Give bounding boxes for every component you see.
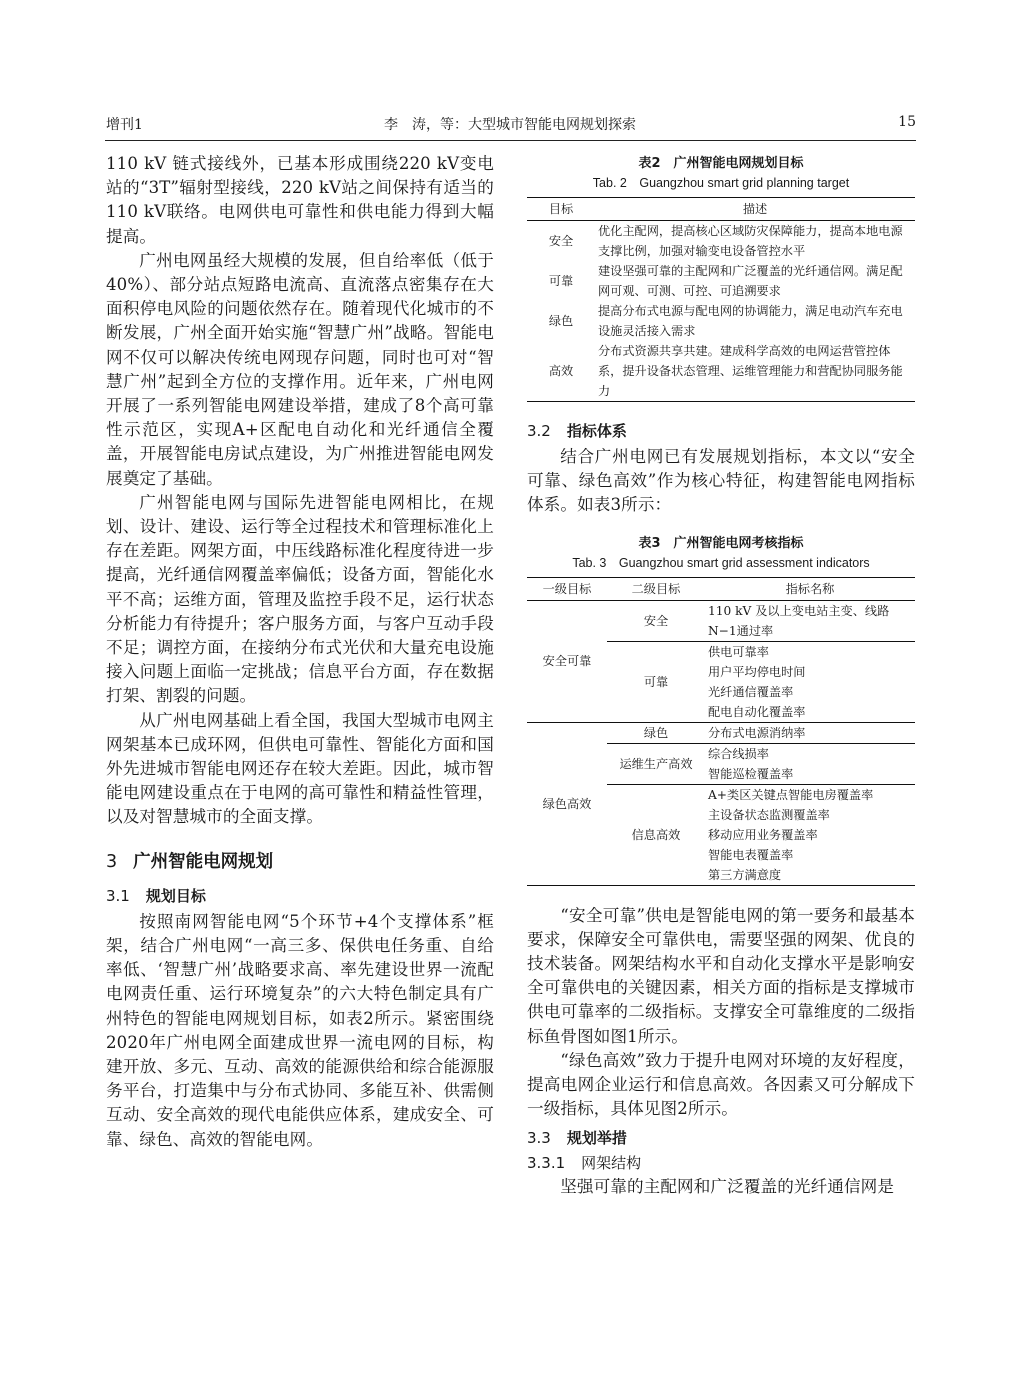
table-3 bbox=[527, 577, 915, 886]
table-cell-indicator: 综合线损率 bbox=[705, 743, 915, 764]
paragraph: “安全可靠”供电是智能电网的第一要务和最基本要求，保障安全可靠供电，需要坚强的网架、优良的技术装备。网架结构水平和自动化支撑水平是影响安全可靠供电的关键因素，相关方面的指标是支撑城市供电可靠率的二级指标。支撑安全可靠维度的二级指标鱼骨图如图1所示。 bbox=[527, 905, 915, 1046]
subsection-number: 3.2 bbox=[527, 422, 551, 440]
paragraph: 从广州电网基础上看全国，我国大型城市电网主网架基本已成环网，但供电可靠性、智能化方面和国外先进城市智能电网还存在较大差距。因此，城市智能电网建设重点在于电网的高可靠性和精益性管理，以及对智慧城市的全面支撑。 bbox=[106, 710, 494, 827]
table-2 bbox=[527, 197, 915, 402]
table-header-row bbox=[527, 577, 915, 600]
subsubsection-number: 3.3.1 bbox=[527, 1154, 566, 1173]
table-cell-indicator: 第三方满意度 bbox=[708, 867, 782, 882]
table-cell-indicator: A+类区关键点智能电房覆盖率 bbox=[705, 784, 915, 805]
table-header-cell: 描述 bbox=[742, 202, 768, 216]
table-cell-level2: 运维生产高效 bbox=[607, 743, 705, 784]
table-header-cell: 目标 bbox=[548, 202, 574, 216]
table-cell-level1: 安全可靠 bbox=[542, 654, 592, 669]
table-row bbox=[527, 301, 915, 341]
table-cell-indicator: 配电自动化覆盖率 bbox=[708, 704, 806, 719]
table-cell-indicator: 用户平均停电时间 bbox=[708, 664, 806, 679]
subsection-title: 规划目标 bbox=[145, 886, 206, 905]
paragraph: 结合广州电网已有发展规划指标，本文以“安全可靠、绿色高效”作为核心特征，构建智能电网指标体系。如表3所示： bbox=[527, 447, 915, 515]
table-cell-level1: 绿色高效 bbox=[527, 722, 607, 885]
table-row bbox=[527, 600, 915, 641]
paragraph: “绿色高效”致力于提升电网对环境的友好程度，提高电网企业运行和信息高效。各因素又可分解成下一级指标，具体见图2所示。 bbox=[527, 1050, 915, 1119]
table-cell-goal: 高效 bbox=[548, 364, 574, 378]
table-cell-indicator: 主设备状态监测覆盖率 bbox=[708, 807, 830, 822]
subsection-number: 3.1 bbox=[106, 886, 130, 905]
table-row bbox=[527, 341, 915, 402]
paragraph: 广州智能电网与国际先进智能电网相比，在规划、设计、建设、运行等全过程技术和管理标准化上存在差距。网架方面，中压线路标准化程度待进一步提高，光纤通信网覆盖率偏低；设备方面，智能化水平不高；运维方面，管理及监控手段不足，运行状态分析能力有待提升；客户服务方面，与客户互动手段不足；调控方面，在接纳分布式光伏和大量充电设施接入问题上面临一定挑战；信息平台方面，存在数据打架、割裂的问题。 bbox=[106, 492, 494, 706]
table-header-cell: 指标名称 bbox=[785, 581, 835, 596]
subsection-heading-3-3 bbox=[527, 1127, 915, 1148]
table-cell-indicator: 光纤通信覆盖率 bbox=[708, 684, 794, 699]
subsection-number: 3.3 bbox=[527, 1129, 551, 1148]
table-cell-indicator: 分布式电源消纳率 bbox=[705, 722, 915, 743]
table-cell-level2: 绿色 bbox=[607, 722, 705, 743]
subsection-heading-3-1 bbox=[106, 885, 494, 906]
table-cell-indicator: 供电可靠率 bbox=[705, 641, 915, 662]
table-cell-desc: 提高分布式电源与配电网的协调能力，满足电动汽车充电设施灵活接入需求 bbox=[598, 304, 903, 338]
subsection-title: 规划举措 bbox=[566, 1129, 627, 1148]
table-header-row bbox=[527, 198, 915, 221]
table-row bbox=[527, 261, 915, 301]
paragraph: 广州电网虽经大规模的发展，但自给率低（低于40%）、部分站点短路电流高、直流落点密集存在大面积停电风险的问题依然存在。随着现代化城市的不断发展，广州全面开始实施“智慧广州”战略。智能电网不仅可以解决传统电网现存问题，同时也可对“智慧广州”起到全方位的支撑作用。近年来，广州电网开展了一系列智能电网建设举措，建成了8个高可靠性示范区，实现A+区配电自动化和光纤通信全覆盖，开展智能电房试点建设，为广州推进智能电网发展奠定了基础。 bbox=[106, 250, 494, 488]
subsection-title: 指标体系 bbox=[566, 422, 627, 440]
table-cell-level2: 可靠 bbox=[607, 641, 705, 722]
table-header-cell: 一级目标 bbox=[542, 581, 592, 596]
subsection-heading-3-2 bbox=[527, 420, 915, 441]
table-cell-desc: 优化主配网，提高核心区域防灾保障能力，提高本地电源支撑比例，加强对输变电设备管控水平 bbox=[598, 224, 903, 258]
page-number: 15 bbox=[898, 114, 916, 130]
table3-caption-cn: 表3 广州智能电网考核指标 bbox=[638, 535, 804, 551]
section-number: 3 bbox=[106, 851, 118, 872]
table-cell-desc: 分布式资源共享共建。建成科学高效的电网运营管控体系，提升设备状态管理、运维管理能力和营配协同服务能力 bbox=[598, 344, 903, 398]
section-heading-3 bbox=[106, 848, 494, 873]
table3-caption-en: Tab. 3 Guangzhou smart grid assessment indicators bbox=[572, 555, 870, 570]
table-cell-indicator: 智能巡检覆盖率 bbox=[708, 766, 794, 781]
table2-caption-en: Tab. 2 Guangzhou smart grid planning target bbox=[592, 176, 850, 190]
table-row bbox=[527, 722, 915, 743]
table-row bbox=[527, 221, 915, 262]
table-cell-goal: 绿色 bbox=[548, 314, 574, 328]
running-header-issue: 增刊1 bbox=[106, 117, 143, 133]
header-rule bbox=[105, 140, 916, 141]
table2-caption-cn: 表2 广州智能电网规划目标 bbox=[638, 156, 804, 171]
subsubsection-title: 网架结构 bbox=[581, 1154, 642, 1173]
table-cell-goal: 可靠 bbox=[548, 274, 574, 288]
paragraph: 坚强可靠的主配网和广泛覆盖的光纤通信网是 bbox=[560, 1177, 895, 1197]
table-cell-indicator: 智能电表覆盖率 bbox=[708, 847, 794, 862]
left-column bbox=[106, 152, 494, 1152]
right-column bbox=[527, 152, 915, 1200]
table-cell-goal: 安全 bbox=[548, 234, 574, 248]
section-title: 广州智能电网规划 bbox=[133, 851, 274, 872]
paragraph: 110 kV 链式接线外，已基本形成围绕220 kV变电站的“3T”辐射型接线，220 kV站之间保持有适当的110 kV联络。电网供电可靠性和供电能力得到大幅提高。 bbox=[106, 154, 494, 246]
table-cell-level2: 信息高效 bbox=[607, 784, 705, 885]
table-cell-indicator: 110 kV 及以上变电站主变、线路N−1通过率 bbox=[708, 603, 890, 638]
table-header-cell: 二级目标 bbox=[631, 581, 681, 596]
running-header-title: 李 涛，等：大型城市智能电网规划探索 bbox=[384, 117, 636, 133]
table-cell-indicator: 移动应用业务覆盖率 bbox=[708, 827, 818, 842]
table-cell-desc: 建设坚强可靠的主配网和广泛覆盖的光纤通信网。满足配网可观、可测、可控、可追溯要求 bbox=[598, 264, 903, 298]
table-cell-level2: 安全 bbox=[643, 613, 669, 628]
subsubsection-heading-3-3-1 bbox=[527, 1152, 915, 1173]
paragraph: 按照南网智能电网“5个环节+4个支撑体系”框架，结合广州电网“一高三多、保供电任务重、自给率低、‘智慧广州’战略要求高、率先建设世界一流配电网责任重、运行环境复杂”的六大特色制定具有广州特色的智能电网规划目标，如表2所示。紧密围绕2020年广州电网全面建成世界一流电网的目标，构建开放、多元、互动、高效的能源供给和综合能源服务平台，打造集中与分布式协同、多能互补、供需侧互动、安全高效的现代电能供应体系，建成安全、可靠、绿色、高效的智能电网。 bbox=[106, 911, 494, 1149]
